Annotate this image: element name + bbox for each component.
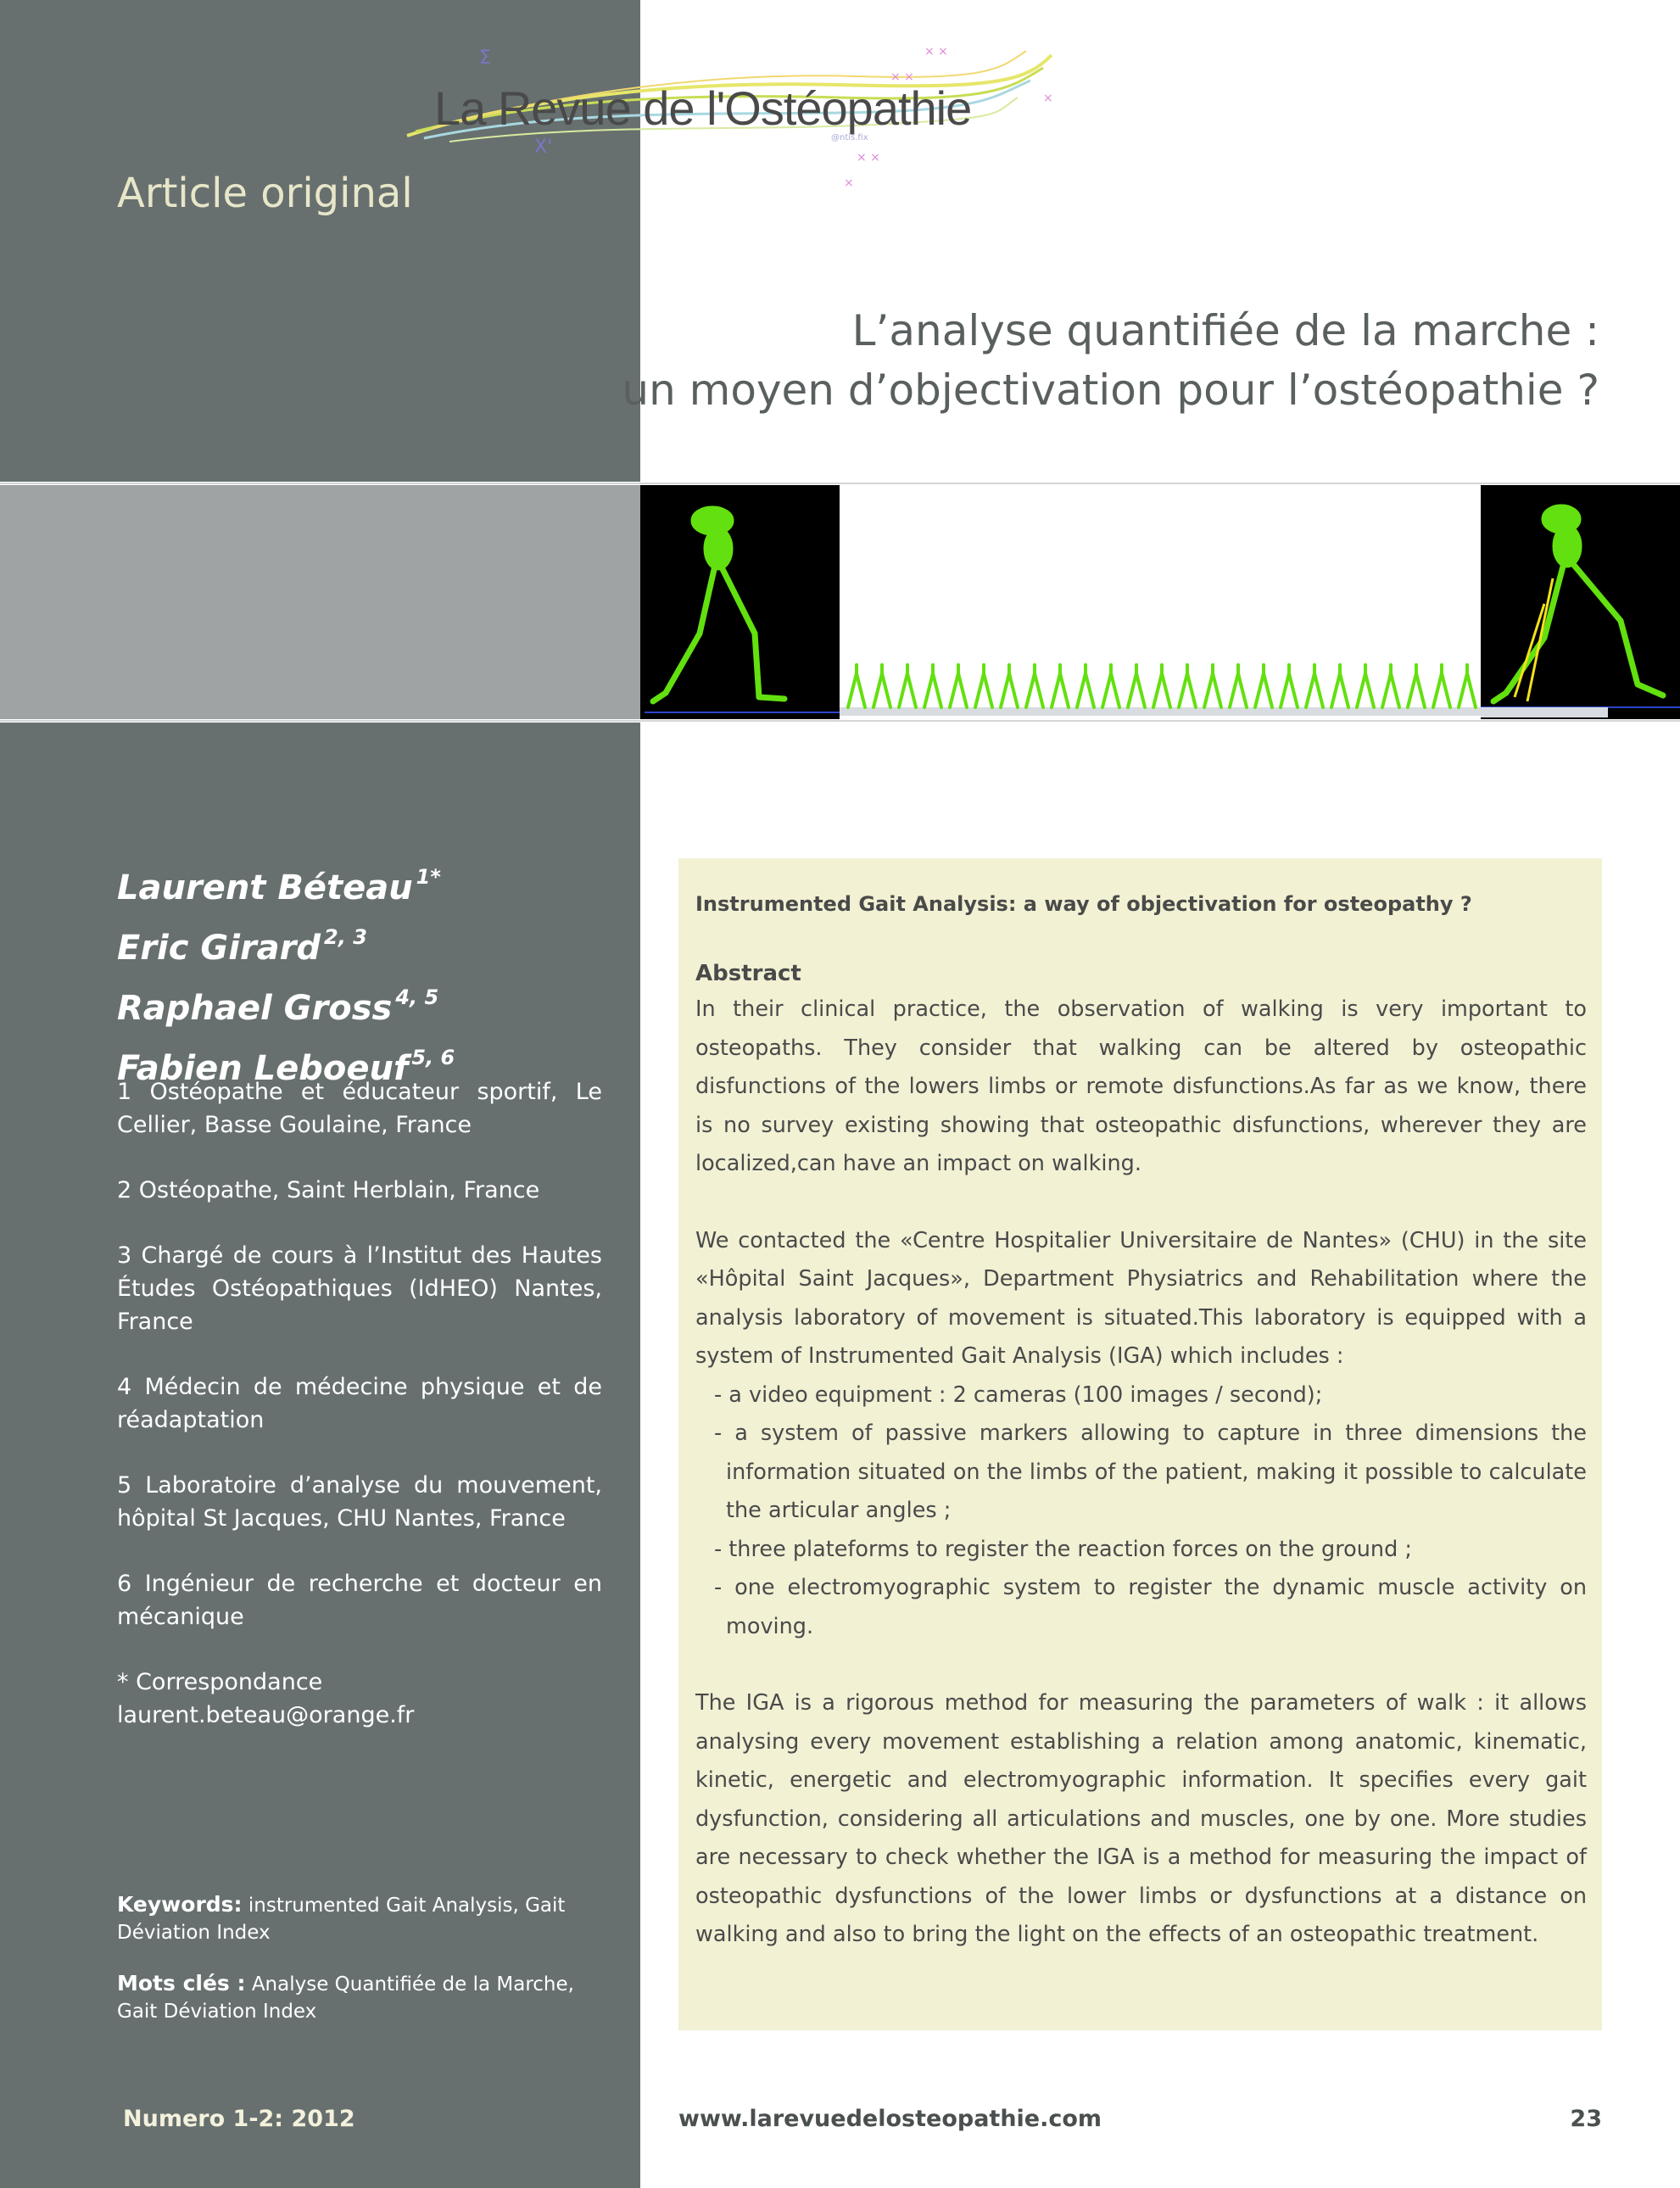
affiliation-3: 3 Chargé de cours à l’Institut des Hautes Études Ostéopathiques (IdHEO) Nantes, France <box>117 1242 602 1335</box>
banner-gray-band <box>0 485 640 719</box>
abstract-title: Instrumented Gait Analysis: a way of objectivation for osteopathy ? <box>695 892 1472 916</box>
article-title-line-1: L’analyse quantifiée de la marche : <box>851 306 1599 355</box>
separator-bottom <box>0 720 1680 722</box>
keywords-block <box>117 1891 602 2049</box>
svg-text:Σ: Σ <box>479 47 491 69</box>
correspondence-label: * Correspondance <box>117 1669 323 1695</box>
keywords-fr <box>117 1970 602 2025</box>
abstract-box <box>678 858 1602 2030</box>
correspondence <box>117 1666 602 1732</box>
separator-top <box>0 483 1680 484</box>
svg-text:× ×: × × <box>890 70 914 84</box>
abstract-paragraph-1: In their clinical practice, the observation of walking is very important to osteopaths. They consider that walking can be altered by osteopathic disfunctions of the lowers limbs or remote disfunctions.As far as we know, there is no survey existing showing that osteopathic disfunctions, wherever they are localized,can have an impact on walking. <box>695 996 1587 1176</box>
article-title <box>582 301 1599 420</box>
skeleton-image-left <box>640 485 840 719</box>
svg-text:×: × <box>844 176 854 190</box>
affiliation-4: 4 Médecin de médecine physique et de réadaptation <box>117 1374 602 1433</box>
svg-text:× ×: × × <box>924 47 948 59</box>
abstract-paragraph-3: The IGA is a rigorous method for measuring the parameters of walk : it allows analysing every movement establishing a relation among anatomic, kinematic, kinetic, energetic and electromyographic information. It specifies every gait dysfunction, considering all articulations and muscles, one by one. More studies are necessary to check whether the IGA is a method for measuring the impact of osteopathic dysfunctions of the lower limbs or dysfunctions at a distance on walking and also to bring the light on the effects of an osteopathic treatment. <box>695 1690 1587 1947</box>
svg-text:×: × <box>1043 92 1053 105</box>
author-list <box>117 852 455 1093</box>
author-4: Fabien Leboeuf $^{5, 6}$ <box>117 1046 455 1088</box>
keywords-en-text: instrumented Gait Analysis, Gait Déviation Index <box>117 1895 566 1944</box>
abstract-bullet: - a video equipment : 2 cameras (100 images / second); <box>714 1381 1323 1408</box>
affiliation-6: 6 Ingénieur de recherche et docteur en mécanique <box>117 1571 602 1630</box>
svg-text:X': X' <box>534 137 553 158</box>
affiliation-list <box>117 1075 602 1764</box>
issue-number: Numero 1-2: 2012 <box>123 2106 355 2132</box>
abstract-bullet-list <box>695 1376 1587 1647</box>
affiliation-2: 2 Ostéopathe, Saint Herblain, France <box>117 1177 540 1203</box>
abstract-paragraph-2: We contacted the «Centre Hospitalier Universitaire de Nantes» (CHU) in the site «Hôpital Saint Jacques», Department Physiatrics and Rehabilitation where the analysis laboratory of movement is situated.This laboratory is equipped with a system of Instrumented Gait Analysis (IGA) which includes : <box>695 1227 1587 1369</box>
skeleton-image-right <box>1481 485 1680 719</box>
abstract-heading: Abstract <box>695 961 801 986</box>
keywords-fr-label: Mots clés : <box>117 1971 246 1995</box>
abstract-bullet: - three plateforms to register the reaction forces on the ground ; <box>714 1536 1412 1562</box>
author-1: Laurent Béteau $^{1*}$ <box>117 865 441 907</box>
walking-sequence <box>840 485 1481 719</box>
journal-name: La Revue de l'Ostéopathie <box>434 81 972 135</box>
article-title-line-2: un moyen d’objectivation pour l’ostéopathie ? <box>622 366 1599 415</box>
keywords-fr-text: Analyse Quantifiée de la Marche, Gait Déviation Index <box>117 1973 574 2023</box>
keywords-en-label: Keywords: <box>117 1892 243 1917</box>
keywords-en <box>117 1891 602 1946</box>
journal-url-link[interactable]: www.larevuedelosteopathie.com <box>678 2106 1102 2132</box>
abstract-bullet: - a system of passive markers allowing to capture in three dimensions the information situated on the limbs of the patient, making it possible to calculate the articular angles ; <box>714 1421 1587 1523</box>
page-number: 23 <box>1570 2106 1602 2132</box>
author-3: Raphael Gross $^{4, 5}$ <box>117 985 439 1028</box>
section-label: Article original <box>117 170 413 217</box>
author-2: Eric Girard $^{2, 3}$ <box>117 925 367 968</box>
abstract-bullet: - one electromyographic system to register the dynamic muscle activity on moving. <box>714 1575 1587 1639</box>
correspondence-email[interactable]: laurent.beteau@orange.fr <box>117 1702 415 1728</box>
affiliation-1: 1 Ostéopathe et éducateur sportif, Le Cellier, Basse Goulaine, France <box>117 1079 602 1138</box>
svg-text:× ×: × × <box>857 151 880 165</box>
gait-banner-image <box>640 485 1680 719</box>
logo-small-text: @ntis.fix <box>831 133 868 142</box>
affiliation-5: 5 Laboratoire d’analyse du mouvement, hôpital St Jacques, CHU Nantes, France <box>117 1472 602 1532</box>
